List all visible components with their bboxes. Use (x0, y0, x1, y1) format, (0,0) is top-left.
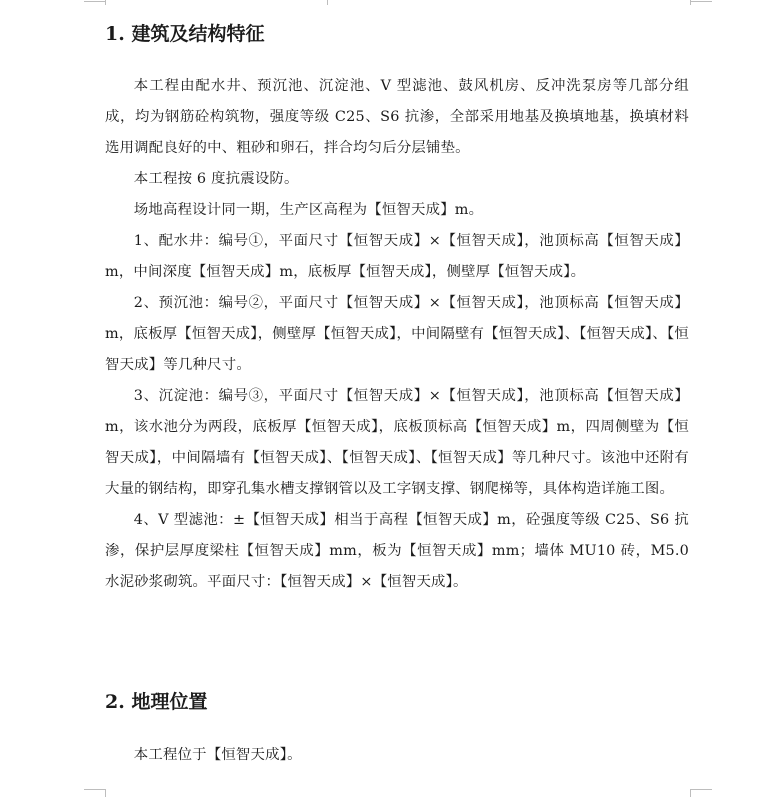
crop-mark (84, 789, 106, 790)
section-1-body (105, 71, 689, 598)
crop-mark (327, 0, 328, 5)
paragraph-seismic: 本工程按 6 度抗震设防。 (133, 171, 299, 187)
section-2-body (105, 740, 689, 771)
paragraph-v-filter: 4、V 型滤池：±【恒智天成】相当于高程【恒智天成】m，砼强度等级 C25、S6 抗渗，保护层厚度梁柱【恒智天成】mm，板为【恒智天成】mm；墙体 MU10 砖，M5.0 水泥砂浆砌筑。平面尺寸：【恒智天成】×【恒智天成】。 (105, 512, 689, 590)
section-2-heading: 2. 地理位置 (105, 691, 208, 713)
crop-mark (690, 789, 712, 790)
section-1-heading: 1. 建筑及结构特征 (105, 23, 265, 45)
paragraph-elevation: 场地高程设计同一期，生产区高程为【恒智天成】m。 (133, 202, 484, 218)
paragraph-composition: 本工程由配水井、预沉池、沉淀池、V 型滤池、鼓风机房、反冲洗泵房等几部分组成，均为钢筋砼构筑物，强度等级 C25、S6 抗渗，全部采用地基及换填地基，换填材料选用调配良好的中、粗砂和卵石，拌合均匀后分层铺垫。 (105, 78, 689, 156)
crop-mark (690, 0, 691, 5)
crop-mark (105, 0, 106, 5)
crop-mark (84, 1, 106, 2)
crop-mark (105, 789, 106, 797)
paragraph-location: 本工程位于【恒智天成】。 (133, 747, 302, 763)
crop-mark (690, 789, 691, 797)
paragraph-sedimentation-tank: 3、沉淀池：编号③，平面尺寸【恒智天成】×【恒智天成】，池顶标高【恒智天成】m，该水池分为两段，底板厚【恒智天成】，底板顶标高【恒智天成】m，四周侧壁为【恒智天成】，中间隔墙有【恒智天成】、【恒智天成】、【恒智天成】等几种尺寸。该池中还附有大量的钢结构，即穿孔集水槽支撑钢管以及工字钢支撑、钢爬梯等，具体构造详施工图。 (105, 388, 689, 497)
paragraph-pre-sedimentation-tank: 2、预沉池：编号②，平面尺寸【恒智天成】×【恒智天成】，池顶标高【恒智天成】m，底板厚【恒智天成】，侧壁厚【恒智天成】，中间隔壁有【恒智天成】、【恒智天成】、【恒智天成】等几种尺寸。 (105, 295, 689, 373)
paragraph-distribution-well: 1、配水井：编号①，平面尺寸【恒智天成】×【恒智天成】，池顶标高【恒智天成】m，中间深度【恒智天成】m，底板厚【恒智天成】，侧壁厚【恒智天成】。 (105, 233, 689, 280)
crop-mark (690, 1, 712, 2)
